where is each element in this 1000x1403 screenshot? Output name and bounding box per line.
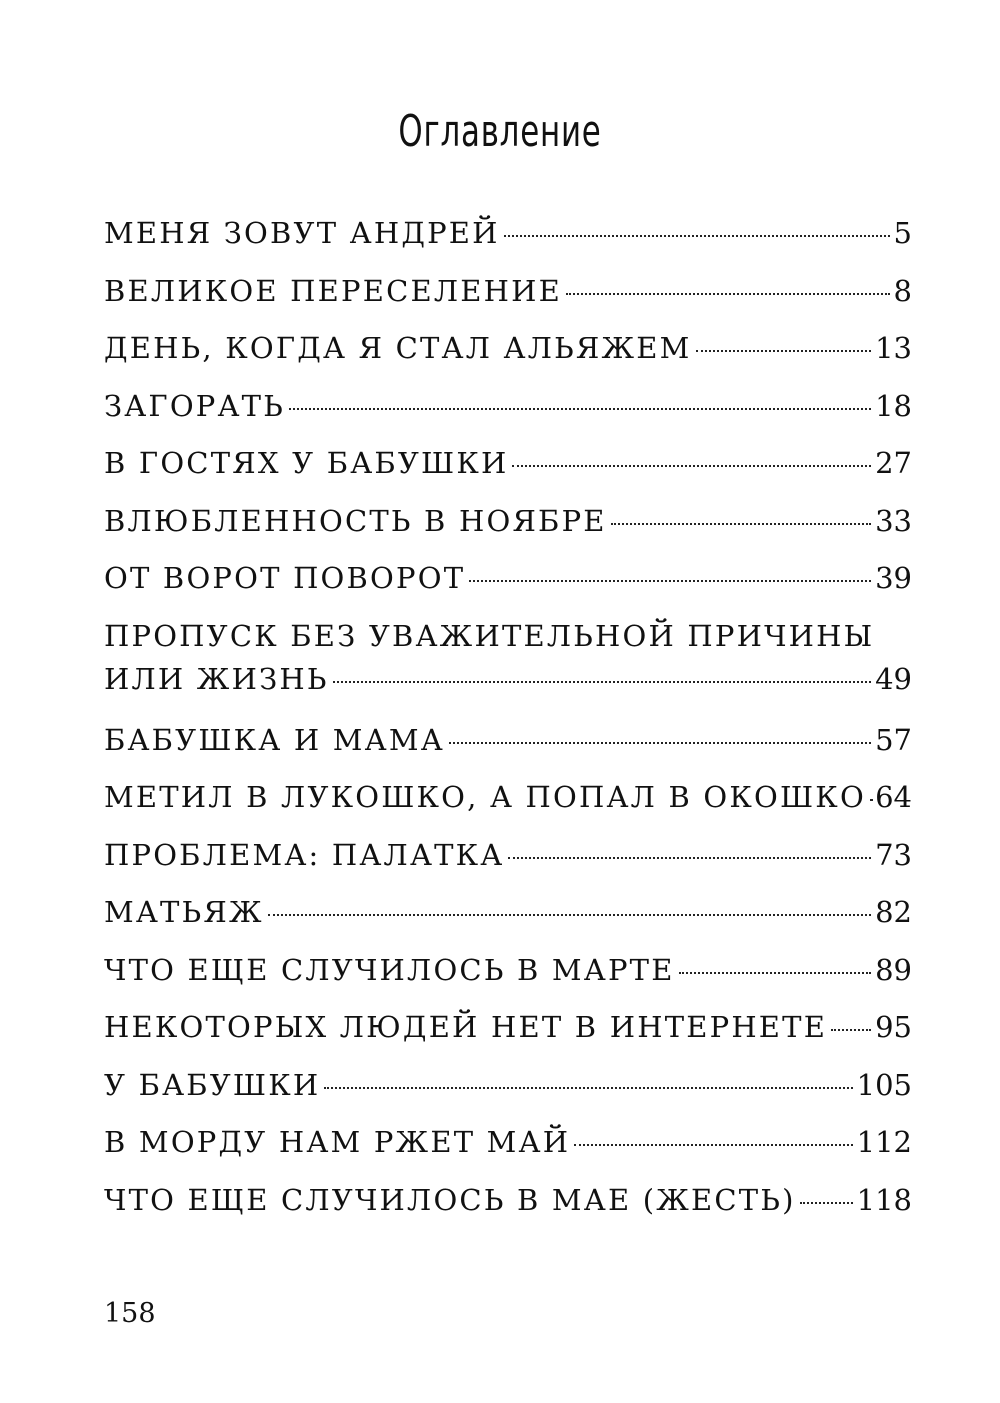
page-number: 158 xyxy=(104,1298,156,1329)
toc-entry-page: 112 xyxy=(856,1125,912,1159)
toc-entry-page: 118 xyxy=(856,1182,912,1217)
dot-leader xyxy=(566,283,890,295)
toc-entry-page: 64 xyxy=(875,780,912,814)
dot-leader xyxy=(870,789,871,801)
toc-entry[interactable] xyxy=(104,999,912,1057)
dot-leader xyxy=(469,570,871,582)
toc-entry[interactable] xyxy=(104,617,912,712)
toc-entry[interactable] xyxy=(104,550,912,608)
toc-entry-page: 73 xyxy=(875,837,912,872)
page-title: Оглавление xyxy=(398,106,602,157)
toc-entry-page: 5 xyxy=(893,216,912,250)
toc-entry-page: 18 xyxy=(875,388,912,423)
toc-entry-title: ЧТО ЕЩЕ СЛУЧИЛОСЬ В МАЕ (ЖЕСТЬ) xyxy=(104,1182,796,1217)
toc-entry[interactable] xyxy=(104,942,912,1000)
toc-entry-page: 39 xyxy=(875,561,912,595)
toc-entry-page: 33 xyxy=(875,503,912,538)
toc-entry-page: 13 xyxy=(875,331,912,365)
dot-leader xyxy=(679,962,872,974)
dot-leader xyxy=(324,1077,852,1089)
toc-entry-page: 95 xyxy=(875,1010,912,1044)
toc-entry-page: 8 xyxy=(893,273,912,308)
dot-leader xyxy=(611,513,871,525)
toc-entry-title: В ГОСТЯХ У БАБУШКИ xyxy=(104,446,509,480)
dot-leader xyxy=(800,1192,853,1204)
dot-leader xyxy=(449,732,871,744)
table-of-contents xyxy=(104,205,912,1229)
toc-entry-title: ПРОБЛЕМА: ПАЛАТКА xyxy=(104,837,505,872)
toc-entry[interactable] xyxy=(104,827,912,885)
dot-leader xyxy=(508,847,871,859)
toc-entry-title: У БАБУШКИ xyxy=(104,1067,321,1102)
dot-leader xyxy=(504,225,890,237)
toc-entry-page: 89 xyxy=(875,952,912,987)
toc-entry[interactable] xyxy=(104,320,912,378)
toc-entry-title: ЗАГОРАТЬ xyxy=(104,388,285,423)
dot-leader xyxy=(512,455,871,467)
toc-entry[interactable] xyxy=(104,435,912,493)
toc-entry-title: МАТЬЯЖ xyxy=(104,895,264,929)
toc-entry-title: ОТ ВОРОТ ПОВОРОТ xyxy=(104,561,466,595)
toc-entry-title: НЕКОТОРЫХ ЛЮДЕЙ НЕТ В ИНТЕРНЕТЕ xyxy=(104,1010,828,1044)
toc-entry[interactable] xyxy=(104,884,912,942)
toc-entry-title: ВЛЮБЛЕННОСТЬ В НОЯБРЕ xyxy=(104,503,607,538)
dot-leader xyxy=(831,1019,871,1031)
toc-entry-title-line1: ПРОПУСК БЕЗ УВАЖИТЕЛЬНОЙ ПРИЧИНЫ xyxy=(104,618,875,653)
toc-entry[interactable] xyxy=(104,769,912,827)
toc-entry[interactable] xyxy=(104,493,912,551)
toc-entry-title: ДЕНЬ, КОГДА Я СТАЛ АЛЬЯЖЕМ xyxy=(104,331,692,365)
toc-entry[interactable] xyxy=(104,378,912,436)
toc-entry-page: 49 xyxy=(875,661,912,696)
toc-entry-title: БАБУШКА И МАМА xyxy=(104,722,445,757)
toc-entry-page: 27 xyxy=(875,446,912,480)
toc-entry[interactable] xyxy=(104,712,912,770)
dot-leader xyxy=(268,904,871,916)
toc-entry[interactable] xyxy=(104,1172,912,1230)
toc-entry-title: МЕТИЛ В ЛУКОШКО, А ПОПАЛ В ОКОШКО xyxy=(104,780,866,814)
toc-entry-page: 82 xyxy=(875,895,912,929)
toc-entry-title: МЕНЯ ЗОВУТ АНДРЕЙ xyxy=(104,216,500,250)
toc-entry-title: ВЕЛИКОЕ ПЕРЕСЕЛЕНИЕ xyxy=(104,273,562,308)
dot-leader xyxy=(696,340,872,352)
toc-entry[interactable] xyxy=(104,263,912,321)
dot-leader xyxy=(333,671,872,683)
toc-entry-page: 105 xyxy=(856,1067,912,1102)
toc-entry-page: 57 xyxy=(875,722,912,757)
toc-entry[interactable] xyxy=(104,205,912,263)
toc-entry-title: В МОРДУ НАМ РЖЕТ МАЙ xyxy=(104,1125,571,1159)
dot-leader xyxy=(574,1134,852,1146)
toc-entry[interactable] xyxy=(104,1057,912,1115)
toc-entry-title-line2: ИЛИ ЖИЗНЬ xyxy=(104,661,329,696)
toc-entry-title: ЧТО ЕЩЕ СЛУЧИЛОСЬ В МАРТЕ xyxy=(104,952,675,987)
dot-leader xyxy=(289,398,871,410)
toc-entry[interactable] xyxy=(104,1114,912,1172)
